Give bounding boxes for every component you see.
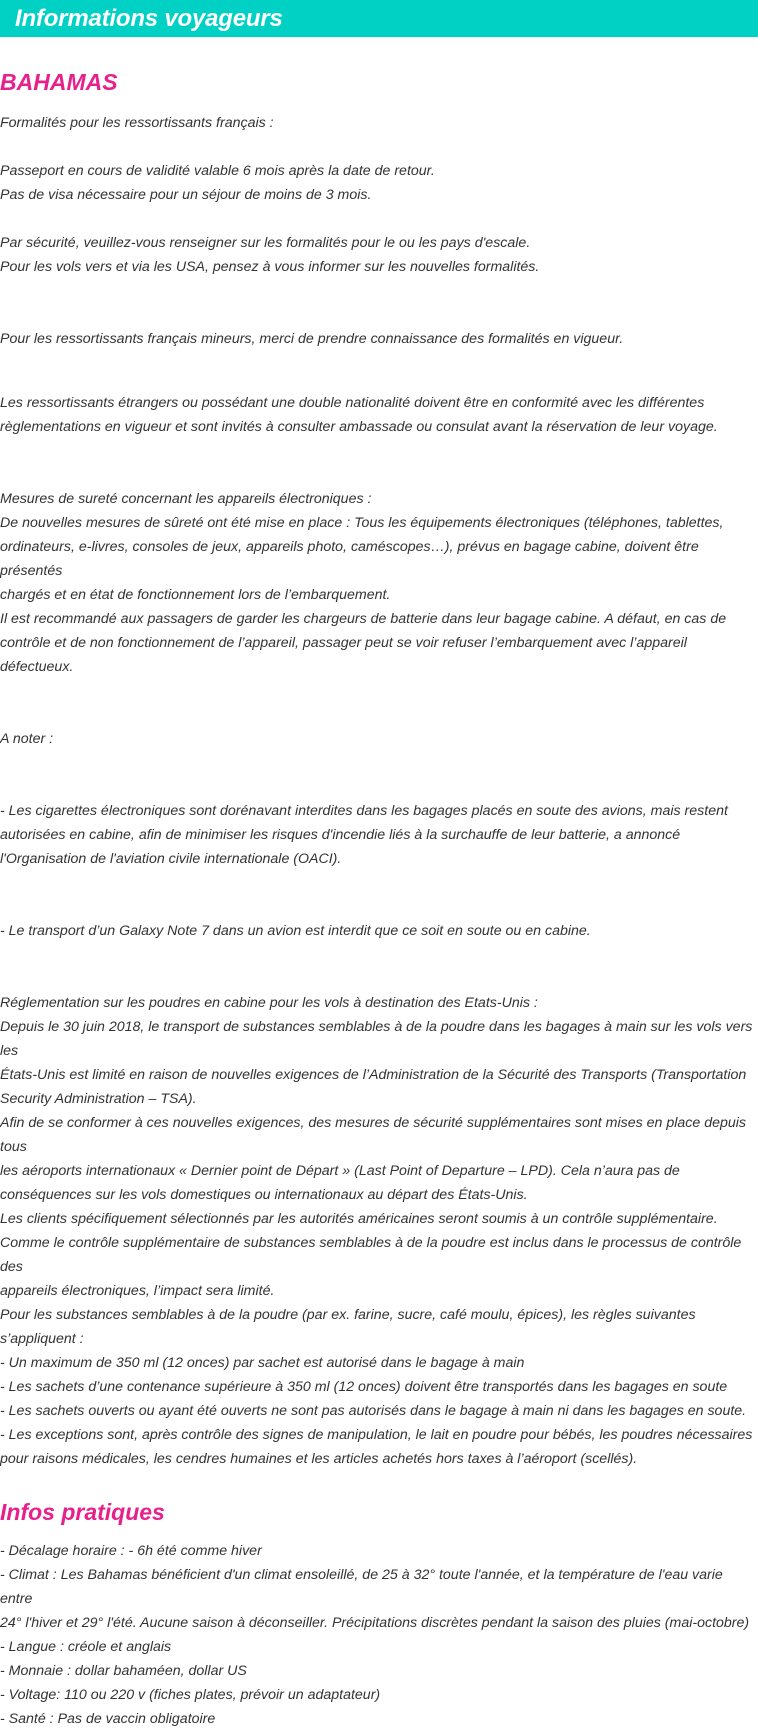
paragraph-surete: Mesures de sureté concernant les appareils électroniques : De nouvelles mesures de sûreté ont été mise en place : Tous les équipements électroniques (téléphones, tablettes, ordinateurs, e-livres, consoles de jeux, appareils photo, caméscopes…), prévus en bagage cabine, doivent être présentés chargés et en état de fonctionnement lors de l’embarquement. Il est recommandé aux passagers de garder les chargeurs de batterie dans leur bagage cabine. A défaut, en cas de contrôle et de non fonctionnement de l’appareil, passager peut se voir refuser l’embarquement avec l’appareil défectueux. (0, 491, 727, 675)
section-title-infos-pratiques: Infos pratiques (0, 1499, 165, 1525)
paragraph-passeport: Passeport en cours de validité valable 6 mois après la date de retour. Pas de visa nécessaire pour un séjour de moins de 3 mois. (0, 163, 435, 203)
paragraph-cigarettes: - Les cigarettes électroniques sont dorénavant interdites dans les bagages placés en soute des avions, mais restent autorisées en cabine, afin de minimiser les risques d'incendie liés à la surchauffe de leur batterie, a annoncé l'Organisation de l'aviation civile internationale (OACI). (0, 803, 728, 867)
paragraph-galaxy: - Le transport d’un Galaxy Note 7 dans un avion est interdit que ce soit en soute ou en cabine. (0, 923, 591, 939)
paragraph-mineurs: Pour les ressortissants français mineurs, merci de prendre connaissance des formalités en vigueur. (0, 331, 624, 347)
page-title: Informations voyageurs (15, 5, 283, 32)
paragraph-etrangers: Les ressortissants étrangers ou possédant une double nationalité doivent être en conformité avec les différentes règlementations en vigueur et sont invités à consulter ambassade ou consulat avant la réservation de leur voyage. (0, 395, 718, 435)
main-content (0, 67, 758, 1731)
paragraph-formalites: Formalités pour les ressortissants français : (0, 115, 274, 131)
header-bar (0, 0, 758, 37)
paragraph-noter: A noter : (0, 731, 54, 747)
paragraph-poudres: Réglementation sur les poudres en cabine pour les vols à destination des Etats-Unis : Depuis le 30 juin 2018, le transport de substances semblables à de la poudre dans les bagages à main sur les vols vers les États-Unis est limité en raison de nouvelles exigences de l’Administration de la Sécurité des Transports (Transportation Security Administration – TSA). Afin de se conformer à ces nouvelles exigences, des mesures de sécurité supplémentaires sont mises en place depuis tous les aéroports internationaux « Dernier point de Départ » (Last Point of Departure – LPD). Cela n’aura pas de conséquences sur les vols domestiques ou internationaux au départ des États-Unis. Les clients spécifiquement sélectionnés par les autorités américaines seront soumis à un contrôle supplémentaire. Comme le contrôle supplémentaire de substances semblables à de la poudre est inclus dans le processus de contrôle des appareils électroniques, l’impact sera limité. Pour les substances semblables à de la poudre (par ex. farine, sucre, café moulu, épices), les règles suivantes s’appliquent : - Un maximum de 350 ml (12 onces) par sachet est autorisé dans le bagage à main - Les sachets d’une contenance supérieure à 350 ml (12 onces) doivent être transportés dans les bagages en soute - Les sachets ouverts ou ayant été ouverts ne sont pas autorisés dans le bagage à main ni dans les bagages en soute. - Les exceptions sont, après contrôle des signes de manipulation, le lait en poudre pour bébés, les poudres nécessaires pour raisons médicales, les cendres humaines et les articles achetés hors taxes à l’aéroport (scellés). (0, 995, 753, 1467)
section-title-bahamas: BAHAMAS (0, 69, 118, 95)
paragraph-infos-pratiques: - Décalage horaire : - 6h été comme hiver - Climat : Les Bahamas bénéficient d'un climat ensoleillé, de 25 à 32° toute l'année, et la température de l'eau varie entre 24° l'hiver et 29° l'été. Aucune saison à déconseiller. Précipitations discrètes pendant la saison des pluies (mai-octobre) - Langue : créole et anglais - Monnaie : dollar bahaméen, dollar US - Voltage: 110 ou 220 v (fiches plates, prévoir un adaptateur) - Santé : Pas de vaccin obligatoire (0, 1543, 750, 1727)
paragraph-securite: Par sécurité, veuillez-vous renseigner sur les formalités pour le ou les pays d'escale. Pour les vols vers et via les USA, pensez à vous informer sur les nouvelles formalités. (0, 235, 540, 275)
